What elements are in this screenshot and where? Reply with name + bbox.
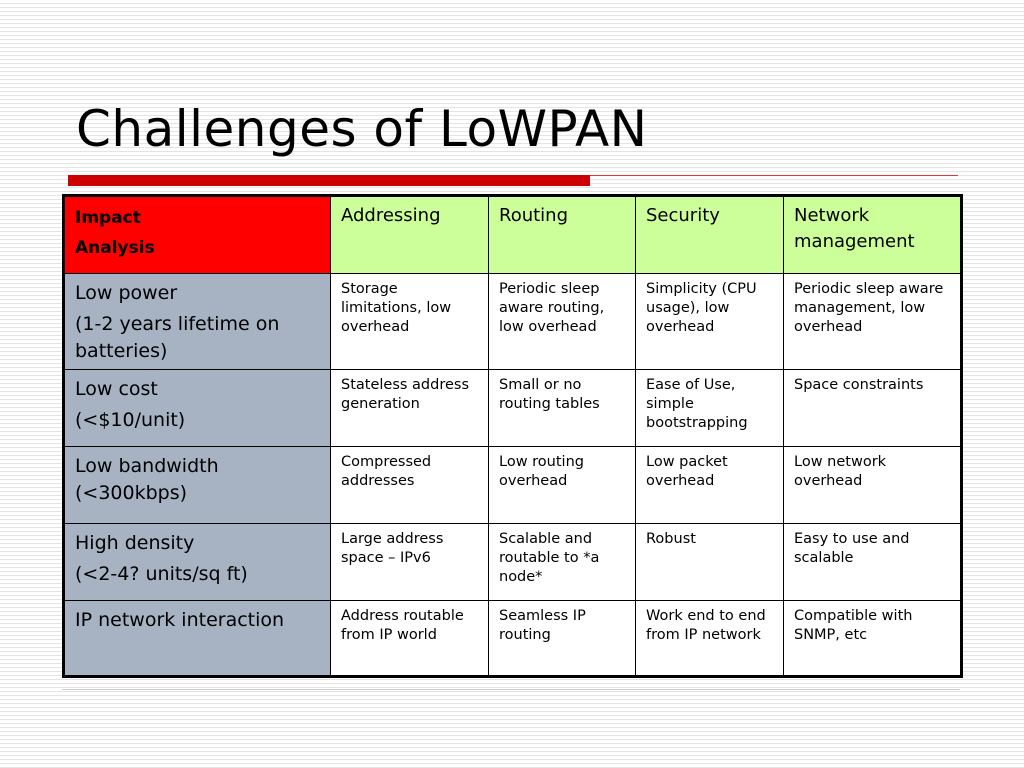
row-header-label: High density — [75, 532, 195, 554]
table-cell: Compressed addresses — [331, 447, 489, 524]
title-underline-bar — [68, 175, 590, 186]
footer-divider — [62, 689, 960, 690]
table-cell: Periodic sleep aware routing, low overhead — [489, 274, 636, 370]
table-cell: Space constraints — [784, 370, 962, 447]
table-row — [64, 601, 962, 677]
table-cell: Work end to end from IP network — [636, 601, 784, 677]
row-header-label: Low cost — [75, 378, 158, 400]
corner-label-line1: Impact — [75, 208, 141, 228]
row-header-sublabel: (<2-4? units/sq ft) — [75, 563, 248, 585]
table-cell: Ease of Use, simple bootstrapping — [636, 370, 784, 447]
row-header-sublabel: (1-2 years lifetime on batteries) — [75, 313, 280, 362]
table-row — [64, 447, 962, 524]
table-cell: Simplicity (CPU usage), low overhead — [636, 274, 784, 370]
table-row — [64, 370, 962, 447]
table-cell: Scalable and routable to *a node* — [489, 524, 636, 601]
row-header-high-density — [64, 524, 331, 601]
table-row — [64, 524, 962, 601]
table-cell: Easy to use and scalable — [784, 524, 962, 601]
table-cell: Low routing overhead — [489, 447, 636, 524]
table-cell: Low packet overhead — [636, 447, 784, 524]
row-header-low-bandwidth — [64, 447, 331, 524]
table-cell: Address routable from IP world — [331, 601, 489, 677]
title-underline-line — [590, 175, 958, 176]
corner-label-line2: Analysis — [75, 238, 155, 258]
table-cell: Stateless address generation — [331, 370, 489, 447]
table-cell: Small or no routing tables — [489, 370, 636, 447]
table-cell: Periodic sleep aware management, low overhead — [784, 274, 962, 370]
table-cell: Storage limitations, low overhead — [331, 274, 489, 370]
column-header-addressing: Addressing — [331, 196, 489, 274]
column-header-security: Security — [636, 196, 784, 274]
slide-title: Challenges of LoWPAN — [76, 100, 648, 158]
column-header-routing: Routing — [489, 196, 636, 274]
row-header-label: Low power — [75, 282, 178, 304]
corner-header-cell — [64, 196, 331, 274]
column-header-network-management: Network management — [784, 196, 962, 274]
table-header-row — [64, 196, 962, 274]
row-header-label: Low bandwidth (<300kbps) — [75, 455, 219, 504]
row-header-low-cost — [64, 370, 331, 447]
row-header-low-power — [64, 274, 331, 370]
table-cell: Compatible with SNMP, etc — [784, 601, 962, 677]
table-cell: Large address space – IPv6 — [331, 524, 489, 601]
row-header-ip-network-interaction — [64, 601, 331, 677]
table-cell: Robust — [636, 524, 784, 601]
row-header-label: IP network interaction — [75, 609, 285, 631]
table-cell: Seamless IP routing — [489, 601, 636, 677]
table-cell: Low network overhead — [784, 447, 962, 524]
table-row — [64, 274, 962, 370]
row-header-sublabel: (<$10/unit) — [75, 409, 186, 431]
challenges-table — [62, 194, 963, 678]
